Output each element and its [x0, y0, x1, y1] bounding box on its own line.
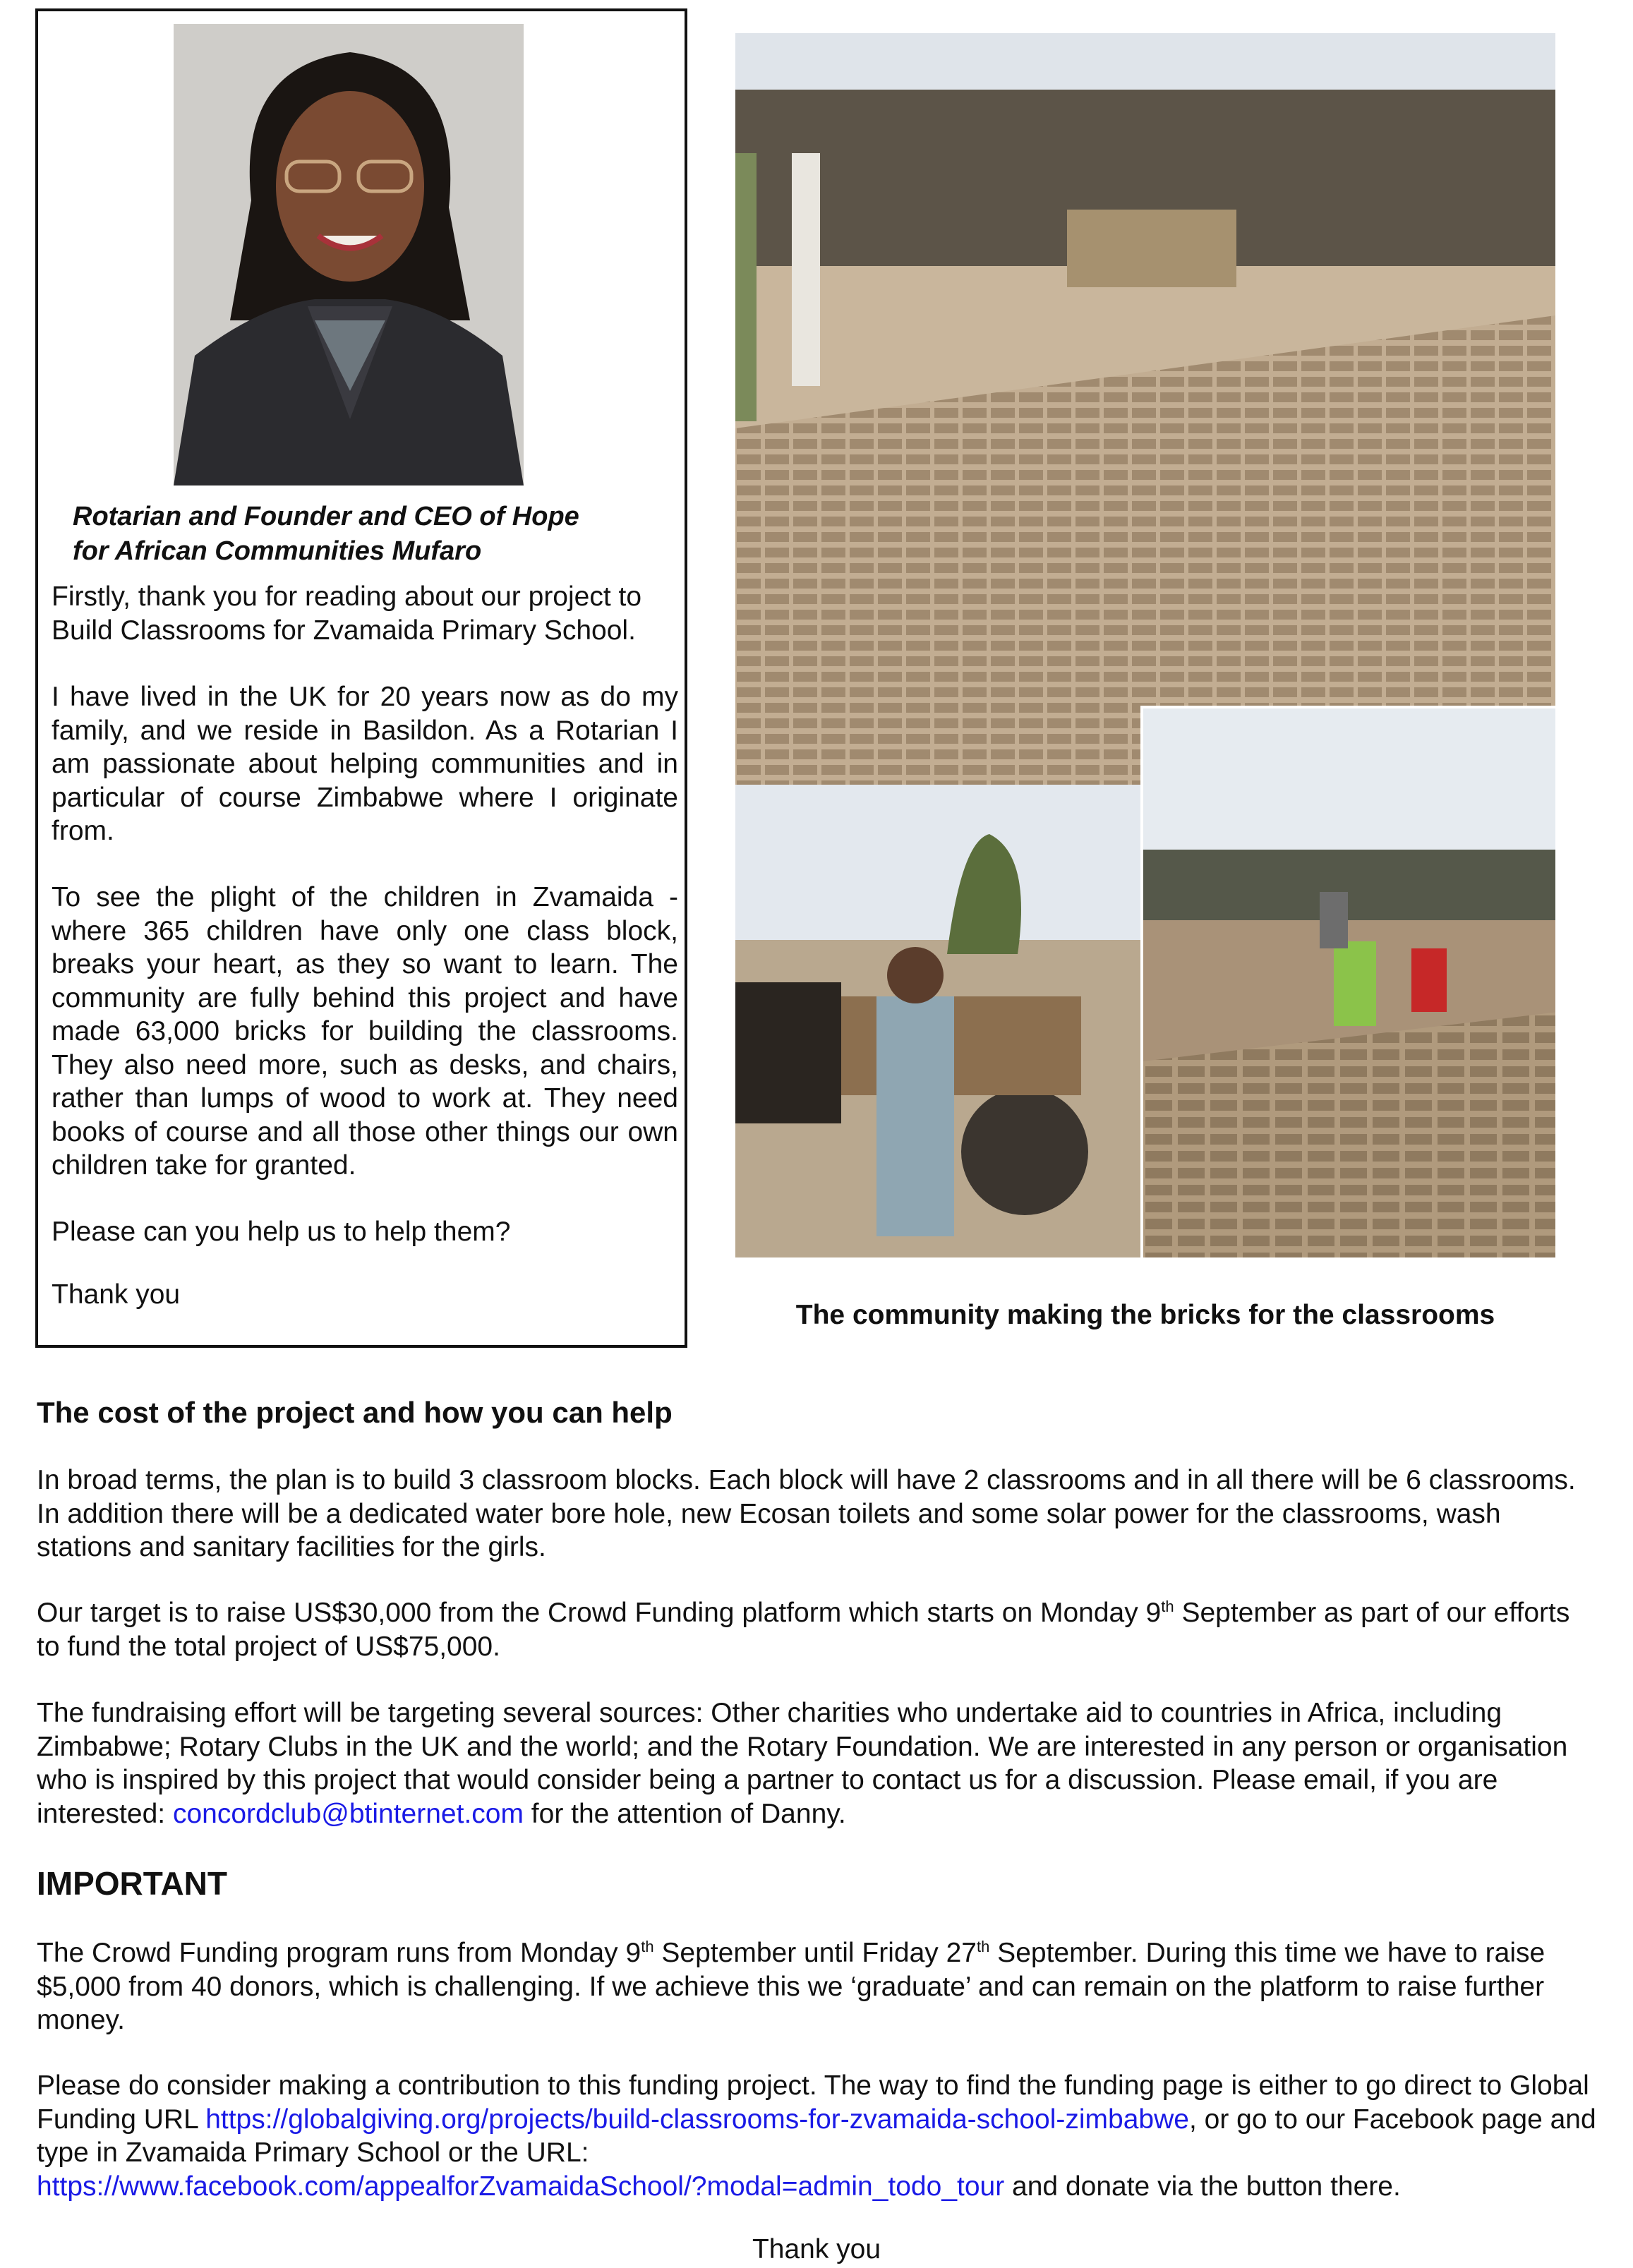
important-p1-text-a: The Crowd Funding program runs from Monday 9 — [37, 1938, 641, 1968]
important-p1-sup-1: th — [641, 1938, 654, 1955]
important-p1-sup-2: th — [976, 1938, 990, 1955]
cost-p3-text-b: for the attention of Danny. — [523, 1798, 846, 1829]
important-p2-text-b: , or go to our Facebook page and type in Zvamaida Primary School or the URL: — [37, 2104, 1596, 2168]
cost-heading: The cost of the project and how you can help — [37, 1396, 673, 1429]
globalgiving-link[interactable]: https://globalgiving.org/projects/build-classrooms-for-zvamaida-school-zimbabwe — [205, 2104, 1189, 2135]
facebook-link[interactable]: https://www.facebook.com/appealforZvamaidaSchool/?modal=admin_todo_tour — [37, 2171, 1005, 2202]
important-p2-text-a: Please do consider making a contribution to this funding project. The way to find the funding page is either to go direct to Global Funding URL — [37, 2070, 1589, 2135]
caption-line-2: for African Communities Mufaro — [73, 536, 482, 566]
important-p1-text-c: September. During this time we have to raise $5,000 from 40 donors, which is challenging. If we achieve this we ‘graduate’ and can remain on the platform to raise further money. — [37, 1938, 1545, 2035]
profile-paragraph-4: Please can you help us to help them? — [52, 1217, 511, 1247]
closing-thank-you: Thank you — [752, 2234, 881, 2264]
workers-photo — [1140, 706, 1555, 1257]
cost-p2-text-a: Our target is to raise US$30,000 from the Crowd Funding platform which starts on Monday 9 — [37, 1598, 1162, 1628]
portrait-photo — [174, 24, 524, 485]
important-paragraph-2 — [37, 2069, 1596, 2203]
caption-line-1: Rotarian and Founder and CEO of Hope — [73, 502, 579, 531]
email-link[interactable]: concordclub@btinternet.com — [172, 1798, 524, 1829]
important-paragraph-1 — [37, 1936, 1596, 2037]
important-p1-text-b: September until Friday 27 — [653, 1938, 977, 1968]
cost-p2-sup: th — [1161, 1598, 1174, 1615]
profile-paragraph-1: Firstly, thank you for reading about our project to Build Classrooms for Zvamaida Primary School. — [52, 581, 642, 646]
important-p2-text-c: and donate via the button there. — [1004, 2171, 1401, 2202]
cost-paragraph-3 — [37, 1696, 1596, 1830]
important-heading: IMPORTANT — [37, 1865, 228, 1902]
cost-p3-text-a: The fundraising effort will be targeting several sources: Other charities who undertake aid to countries in Africa, including Zimbabwe; Rotary Clubs in the UK and the world; and the Rotary Foundation. We are interested in any person or organisation who is inspired by this project that would consider being a partner to contact us for a discussion. Please email, if you are interested: — [37, 1698, 1568, 1829]
profile-signoff: Thank you — [52, 1279, 181, 1310]
profile-paragraph-2: I have lived in the UK for 20 years now as do my family, and we reside in Basildon. As a Rotarian I am passionate about helping communities and in particular of course Zimbabwe where I originate from. — [52, 682, 678, 846]
profile-caption — [73, 500, 665, 569]
cost-paragraph-1: In broad terms, the plan is to build 3 classroom blocks. Each block will have 2 classrooms and in all there will be 6 classrooms. In addition there will be a dedicated water bore hole, new Ecosan toilets and some solar power for the classrooms, wash stations and sanitary facilities for the girls. — [37, 1465, 1576, 1562]
cost-paragraph-2 — [37, 1596, 1596, 1663]
oxcart-photo — [735, 785, 1140, 1257]
brick-field-photo — [735, 33, 1555, 785]
cost-p2-text-b: September as part of our efforts to fund the total project of US$75,000. — [37, 1598, 1570, 1662]
profile-paragraph-3: To see the plight of the children in Zvamaida - where 365 children have only one class block, breaks your heart, as they so want to learn. The community are fully behind this project and have made 63,000 bricks for building the classrooms. They also need more, such as desks, and chairs, rather than lumps of wood to work at. They need books of course and all those other things our own children take for granted. — [52, 882, 678, 1181]
photo-caption: The community making the bricks for the classrooms — [795, 1300, 1495, 1330]
